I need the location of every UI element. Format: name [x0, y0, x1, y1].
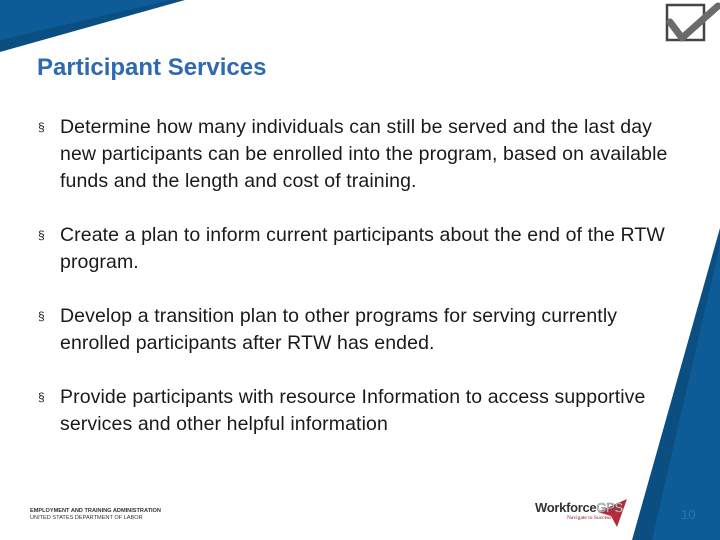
top-left-band-inner — [0, 0, 170, 40]
bullet-text: Provide participants with resource Information to access supportive services and other helpful information — [60, 386, 646, 435]
bullet-text: Create a plan to inform current participants about the end of the RTW program. — [60, 224, 665, 273]
bullet-item — [38, 384, 678, 438]
bullet-icon: § — [38, 228, 45, 242]
logo-name-b: GPS — [596, 500, 623, 515]
bullet-text: Determine how many individuals can still be served and the last day new participants can be enrolled into the program, based on available funds and the length and cost of training. — [60, 116, 668, 192]
bullet-icon: § — [38, 309, 45, 323]
eta-logo — [30, 508, 161, 522]
checkbox-check-icon — [667, 5, 718, 40]
logo-name-a: Workforce — [535, 500, 597, 515]
workforcegps-logo — [535, 500, 623, 521]
page-number: 10 — [681, 507, 696, 522]
eta-line-1: EMPLOYMENT AND TRAINING ADMINISTRATION — [30, 508, 161, 514]
bullet-icon: § — [38, 390, 45, 404]
slide-title: Participant Services — [37, 54, 267, 81]
bullet-item — [38, 114, 678, 195]
bullet-item — [38, 303, 678, 357]
logo-tagline: Navigate to Success — [567, 515, 612, 521]
eta-line-2: UNITED STATES DEPARTMENT OF LABOR — [30, 515, 143, 521]
bullet-item — [38, 222, 678, 276]
bullet-text: Develop a transition plan to other programs for serving currently enrolled participants after RTW has ended. — [60, 305, 618, 354]
bullet-icon: § — [38, 120, 45, 134]
bullet-list — [38, 114, 678, 438]
